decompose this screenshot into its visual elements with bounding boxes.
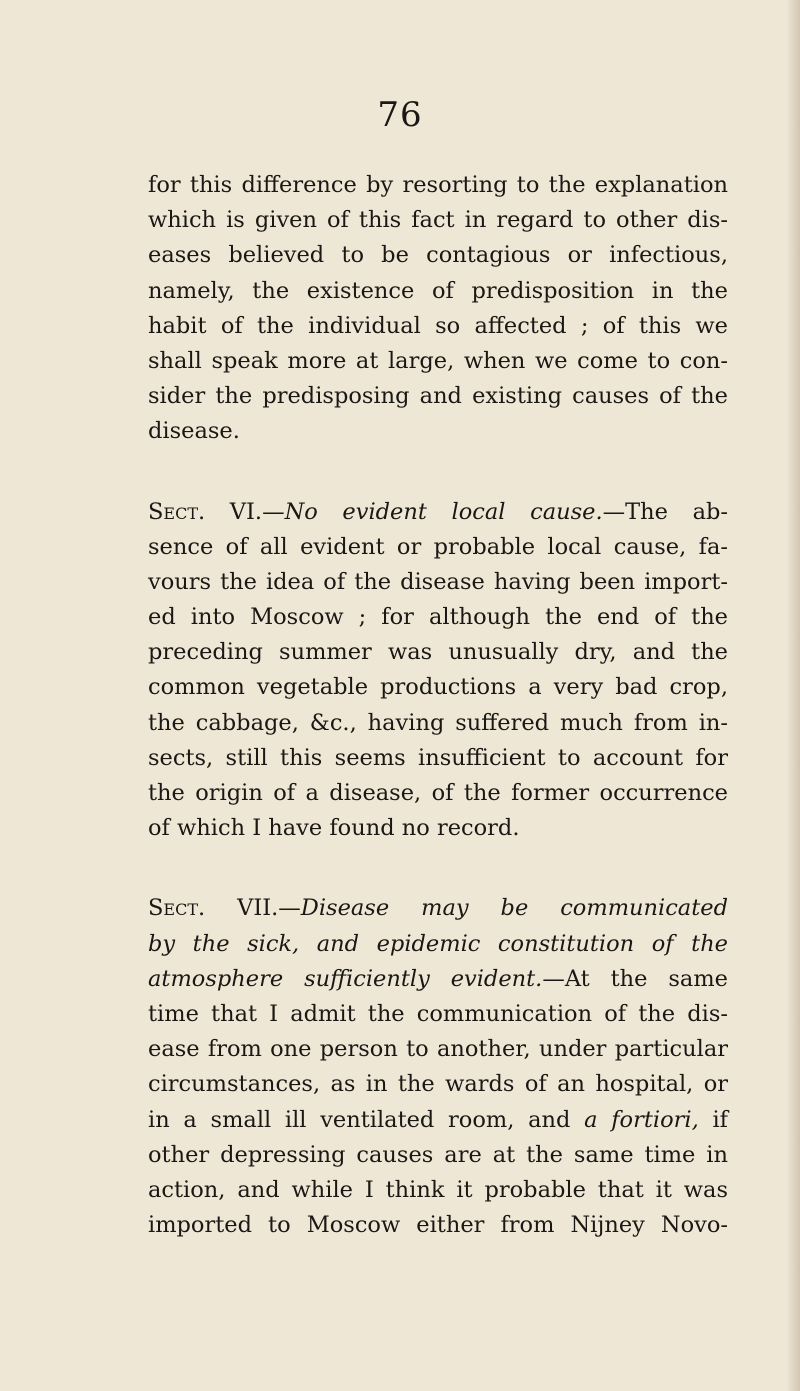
page-number: 76 (377, 95, 423, 135)
paragraph-gap (148, 846, 728, 891)
italic-phrase: a fortiori, (584, 1106, 699, 1133)
text-line: the origin of a disease, of the former occurrence (148, 780, 728, 806)
text-line: sider the predisposing and existing causes of the (148, 383, 728, 410)
text-line: sence of all evident or probable local cause, fa- (148, 533, 728, 560)
text-line-with-italic (148, 1103, 728, 1138)
text-line: time that I admit the communication of the dis- (148, 1000, 728, 1027)
text-line: other depressing causes are at the same time in (148, 1141, 728, 1168)
text-fragment: —At the same (542, 965, 728, 992)
section-label: Sect. VI.— (148, 498, 285, 525)
text-line: disease. (148, 418, 240, 445)
paragraph-continuation (148, 168, 728, 450)
page-edge-shadow (786, 0, 800, 1391)
text-line: action, and while I think it probable that it was (148, 1176, 728, 1203)
text-line: of which I have found no record. (148, 815, 520, 842)
text-line: vours the idea of the disease having been import- (148, 568, 728, 595)
section-vii (148, 891, 728, 1243)
text-line: shall speak more at large, when we come to con- (148, 347, 728, 374)
section-heading-continued: by the sick, and epidemic constitution of the (148, 930, 728, 957)
section-heading-end-line (148, 962, 728, 997)
text-line: the cabbage, &c., having suffered much from in- (148, 709, 728, 736)
text-line: namely, the existence of predisposition in the (148, 277, 728, 304)
text-line: which is given of this fact in regard to other dis- (148, 207, 728, 234)
text-fragment: —The ab- (602, 498, 728, 525)
text-line: imported to Moscow either from Nijney Novo- (148, 1212, 728, 1239)
text-line: ed into Moscow ; for although the end of the (148, 604, 728, 631)
section-heading-continued: atmosphere sufficiently evident. (148, 965, 543, 992)
text-line: common vegetable productions a very bad crop, (148, 674, 728, 701)
text-line: eases believed to be contagious or infectious, (148, 242, 728, 269)
text-fragment: if (698, 1106, 728, 1133)
text-line: habit of the individual so affected ; of this we (148, 312, 728, 339)
text-line: ease from one person to another, under particular (148, 1036, 728, 1063)
page-body (148, 168, 728, 1243)
text-line: for this difference by resorting to the explanation (148, 172, 728, 198)
section-label: Sect. VII.— (148, 895, 301, 922)
text-line: preceding summer was unusually dry, and the (148, 639, 728, 666)
paragraph-gap (148, 450, 728, 495)
section-vii-heading-line (148, 891, 728, 926)
section-heading: No evident local cause. (284, 498, 603, 525)
text-fragment: in a small ill ventilated room, and (148, 1106, 585, 1133)
section-vi-heading-line (148, 495, 728, 530)
text-line: sects, still this seems insufficient to account for (148, 744, 728, 771)
section-heading: Disease may be communicated (300, 895, 728, 922)
text-line: circumstances, as in the wards of an hospital, or (148, 1071, 728, 1098)
section-vi (148, 495, 728, 847)
